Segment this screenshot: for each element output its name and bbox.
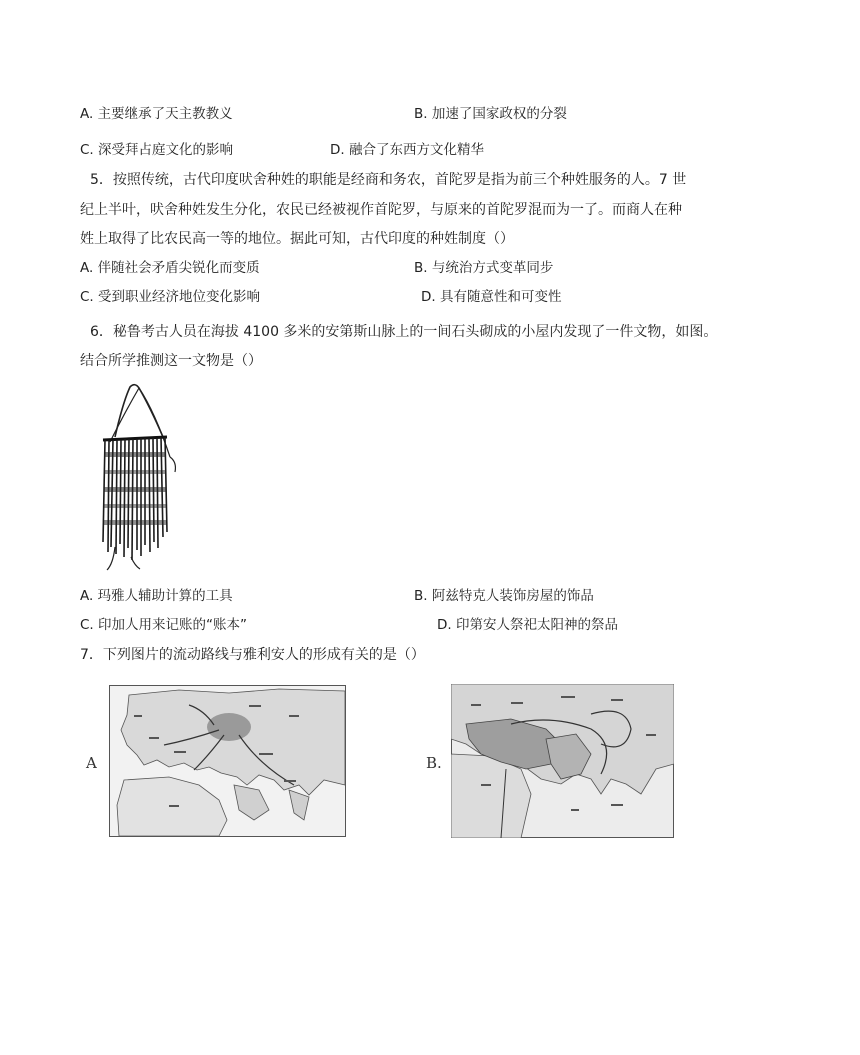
q5-stem-line3: 姓上取得了比农民高一等的地位。据此可知，古代印度的种姓制度（）	[80, 231, 514, 247]
q5-option-c: C. 受到职业经济地位变化影响	[80, 289, 261, 305]
q6-stem-line2: 结合所学推测这一文物是（）	[80, 353, 262, 369]
map-b-label: B.	[426, 754, 442, 772]
q6-option-b: B. 阿兹特克人装饰房屋的饰品	[414, 588, 594, 604]
artifact-image	[95, 382, 185, 572]
q6-option-d: D. 印第安人祭祀太阳神的祭品	[437, 617, 618, 633]
q6-option-c: C. 印加人用来记账的“账本”	[80, 617, 247, 633]
q6-option-a: A. 玛雅人辅助计算的工具	[80, 588, 233, 604]
q7-stem: 7．下列图片的流动路线与雅利安人的形成有关的是（）	[80, 647, 425, 663]
map-a-image	[109, 685, 346, 837]
map-b-image	[451, 684, 674, 838]
map-a-label: A	[86, 754, 97, 772]
q5-stem-line1: 5．按照传统，古代印度吠舍种姓的职能是经商和务农，首陀罗是指为前三个种姓服务的人。7 世	[90, 172, 687, 188]
q5-option-b: B. 与统治方式变革同步	[414, 260, 554, 276]
q5-stem-line2: 纪上半叶，吠舍种姓发生分化，农民已经被视作首陀罗，与原来的首陀罗混而为一了。而商人在种	[80, 202, 682, 218]
q4-option-c: C. 深受拜占庭文化的影响	[80, 142, 234, 158]
q4-option-b: B. 加速了国家政权的分裂	[414, 106, 567, 122]
q4-option-d: D. 融合了东西方文化精华	[330, 142, 484, 158]
q5-option-d: D. 具有随意性和可变性	[421, 289, 562, 305]
q5-option-a: A. 伴随社会矛盾尖锐化而变质	[80, 260, 260, 276]
q6-stem-line1: 6．秘鲁考古人员在海拔 4100 多米的安第斯山脉上的一间石头砌成的小屋内发现了一件文物，如图。	[90, 324, 718, 340]
q4-option-a: A. 主要继承了天主教教义	[80, 106, 233, 122]
